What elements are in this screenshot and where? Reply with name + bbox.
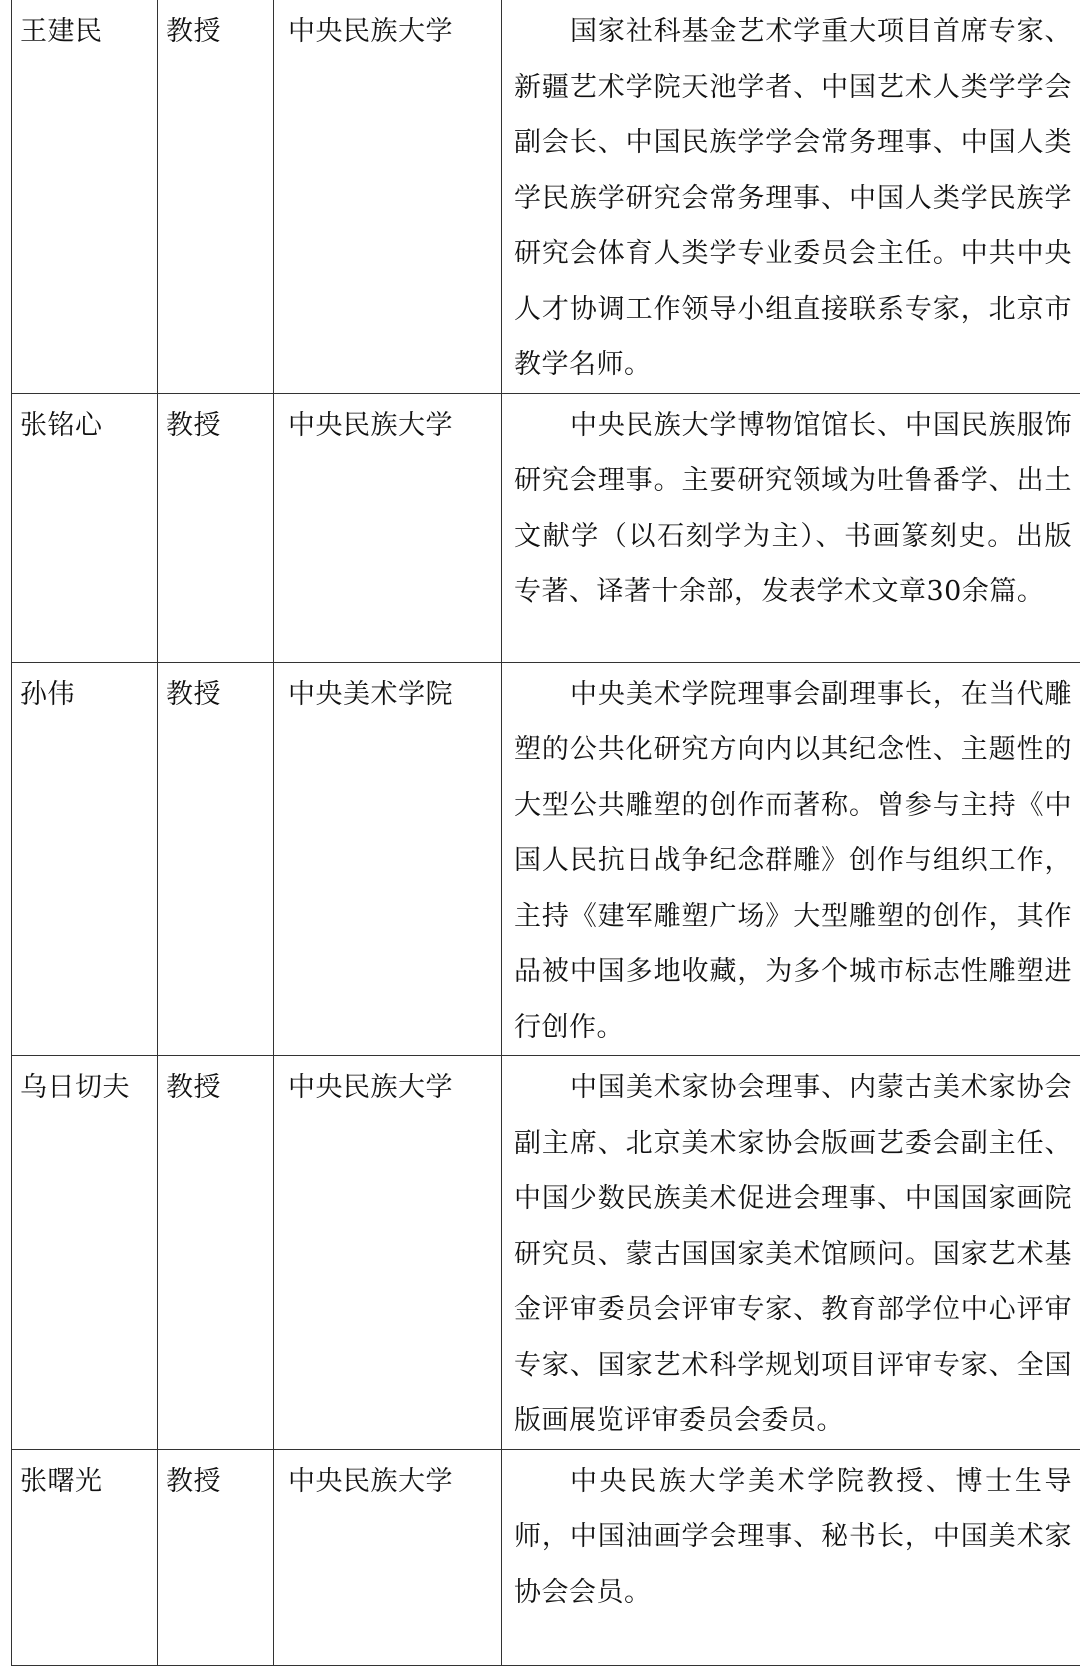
expert-name: 孙伟 bbox=[12, 662, 158, 1056]
expert-unit: 中央民族大学 bbox=[274, 393, 502, 662]
expert-intro: 中央民族大学美术学院教授、博士生导师，中国油画学会理事、秘书长，中国美术家协会会员。 bbox=[502, 1449, 1080, 1665]
expert-title: 教授 bbox=[158, 662, 274, 1056]
expert-title: 教授 bbox=[158, 1449, 274, 1665]
table-row bbox=[12, 662, 1080, 1056]
table-row bbox=[12, 0, 1080, 393]
expert-intro: 中央美术学院理事会副理事长，在当代雕塑的公共化研究方向内以其纪念性、主题性的大型公共雕塑的创作而著称。曾参与主持《中国人民抗日战争纪念群雕》创作与组织工作，主持《建军雕塑广场》大型雕塑的创作，其作品被中国多地收藏，为多个城市标志性雕塑进行创作。 bbox=[502, 662, 1080, 1056]
expert-title: 教授 bbox=[158, 393, 274, 662]
expert-name: 张曙光 bbox=[12, 1449, 158, 1665]
table-row bbox=[12, 393, 1080, 662]
expert-name: 乌日切夫 bbox=[12, 1056, 158, 1450]
expert-unit: 中央美术学院 bbox=[274, 662, 502, 1056]
table-row bbox=[12, 1056, 1080, 1450]
expert-unit: 中央民族大学 bbox=[274, 1449, 502, 1665]
expert-unit: 中央民族大学 bbox=[274, 1056, 502, 1450]
expert-table bbox=[11, 0, 1080, 1666]
expert-unit: 中央民族大学 bbox=[274, 0, 502, 393]
expert-intro: 国家社科基金艺术学重大项目首席专家、新疆艺术学院天池学者、中国艺术人类学学会副会长、中国民族学学会常务理事、中国人类学民族学研究会常务理事、中国人类学民族学研究会体育人类学专业委员会主任。中共中央人才协调工作领导小组直接联系专家，北京市教学名师。 bbox=[502, 0, 1080, 393]
expert-intro: 中央民族大学博物馆馆长、中国民族服饰研究会理事。主要研究领域为吐鲁番学、出土文献学（以石刻学为主）、书画篆刻史。出版专著、译著十余部，发表学术文章30余篇。 bbox=[502, 393, 1080, 662]
expert-title: 教授 bbox=[158, 0, 274, 393]
expert-name: 王建民 bbox=[12, 0, 158, 393]
expert-name: 张铭心 bbox=[12, 393, 158, 662]
expert-intro: 中国美术家协会理事、内蒙古美术家协会副主席、北京美术家协会版画艺委会副主任、中国少数民族美术促进会理事、中国国家画院研究员、蒙古国国家美术馆顾问。国家艺术基金评审委员会评审专家、教育部学位中心评审专家、国家艺术科学规划项目评审专家、全国版画展览评审委员会委员。 bbox=[502, 1056, 1080, 1450]
expert-title: 教授 bbox=[158, 1056, 274, 1450]
table-row bbox=[12, 1449, 1080, 1665]
